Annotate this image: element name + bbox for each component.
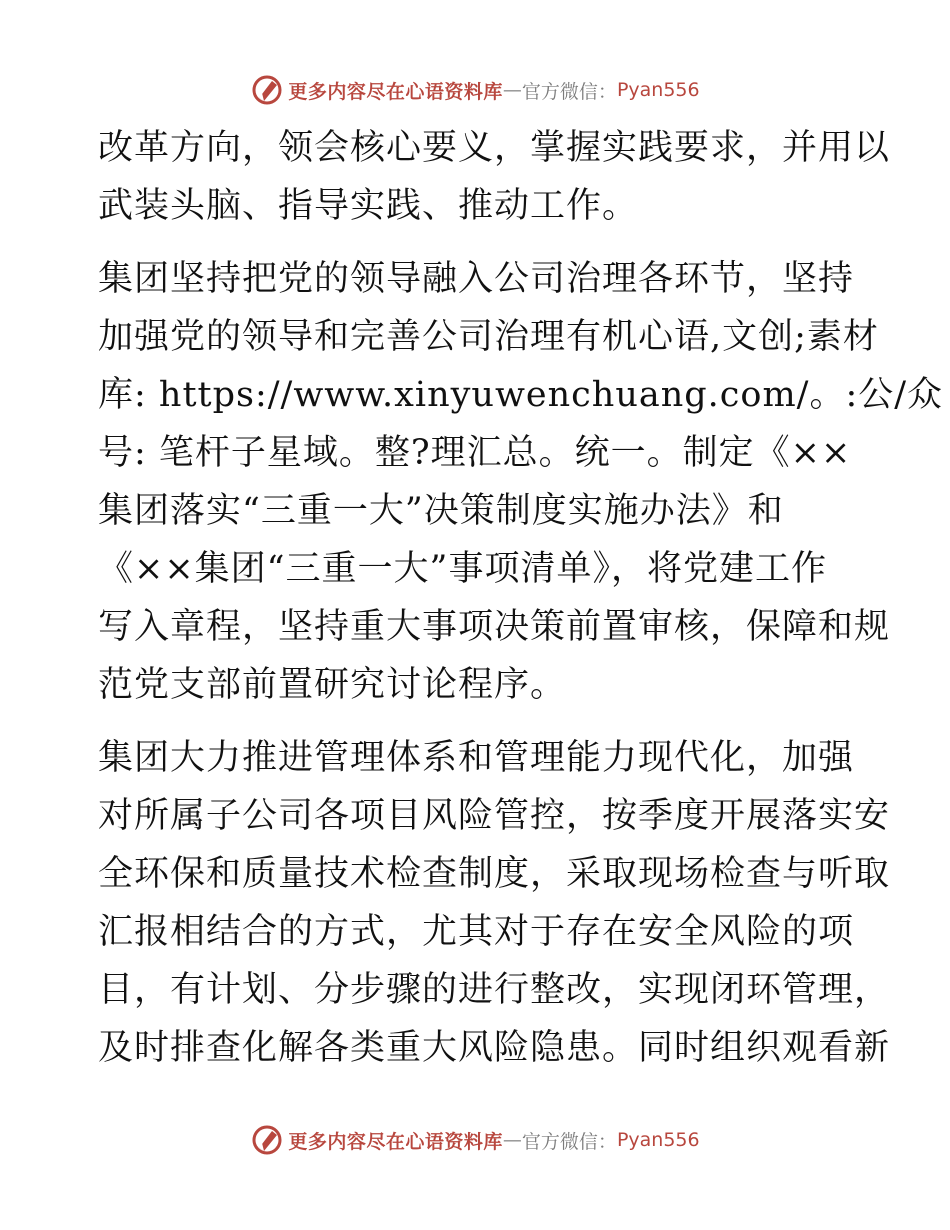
- document-body: [98, 119, 944, 1077]
- text-line: 《××集团“三重一大”事项清单》，将党建工作: [98, 549, 827, 589]
- footer-banner: [0, 1120, 950, 1160]
- text-line: 改革方向，领会核心要义，掌握实践要求，并用以: [98, 128, 891, 168]
- text-line: 写入章程，坚持重大事项决策前置审核，保障和规: [98, 607, 891, 647]
- footer-contact-label: 官方微信：: [521, 1130, 617, 1153]
- text-line: 加强党的领导和完善公司治理有机心语,文创;素材: [98, 317, 879, 357]
- footer-contact-id: Pyan556: [616, 1129, 700, 1151]
- paragraph-1: [98, 119, 891, 235]
- footer-separator: —: [502, 1129, 522, 1151]
- text-line: 目，有计划、分步骤的进行整改，实现闭环管理，: [98, 970, 891, 1010]
- header-banner: [0, 70, 950, 110]
- text-line: 集团大力推进管理体系和管理能力现代化，加强: [98, 738, 855, 778]
- text-line: 及时排查化解各类重大风险隐患。同时组织观看新: [98, 1028, 891, 1068]
- text-line: 集团坚持把党的领导融入公司治理各环节，坚持: [98, 259, 855, 299]
- header-contact-label: 官方微信：: [521, 80, 617, 103]
- footer-brand-text: 更多内容尽在心语资料库: [288, 1130, 503, 1153]
- paragraph-2: [98, 250, 944, 714]
- text-line: 对所属子公司各项目风险管控，按季度开展落实安: [98, 796, 891, 836]
- header-contact-id: Pyan556: [616, 79, 700, 101]
- header-separator: —: [502, 79, 522, 101]
- text-line: 库: https://www.xinyuwenchuang.com/。:公/众: [98, 375, 944, 415]
- text-line: 范党支部前置研究讨论程序。: [98, 665, 567, 705]
- header-brand-text: 更多内容尽在心语资料库: [288, 80, 503, 103]
- text-line: 汇报相结合的方式，尤其对于存在安全风险的项: [98, 912, 855, 952]
- pen-logo-icon: [250, 73, 284, 107]
- text-line: 号: 笔杆子星域。整?理汇总。统一。制定《××: [98, 433, 852, 473]
- text-line: 武装头脑、指导实践、推动工作。: [98, 186, 639, 226]
- text-line: 全环保和质量技术检查制度，采取现场检查与听取: [98, 854, 891, 894]
- pen-logo-icon: [250, 1123, 284, 1157]
- text-line: 集团落实“三重一大”决策制度实施办法》和: [98, 491, 784, 531]
- paragraph-3: [98, 729, 891, 1077]
